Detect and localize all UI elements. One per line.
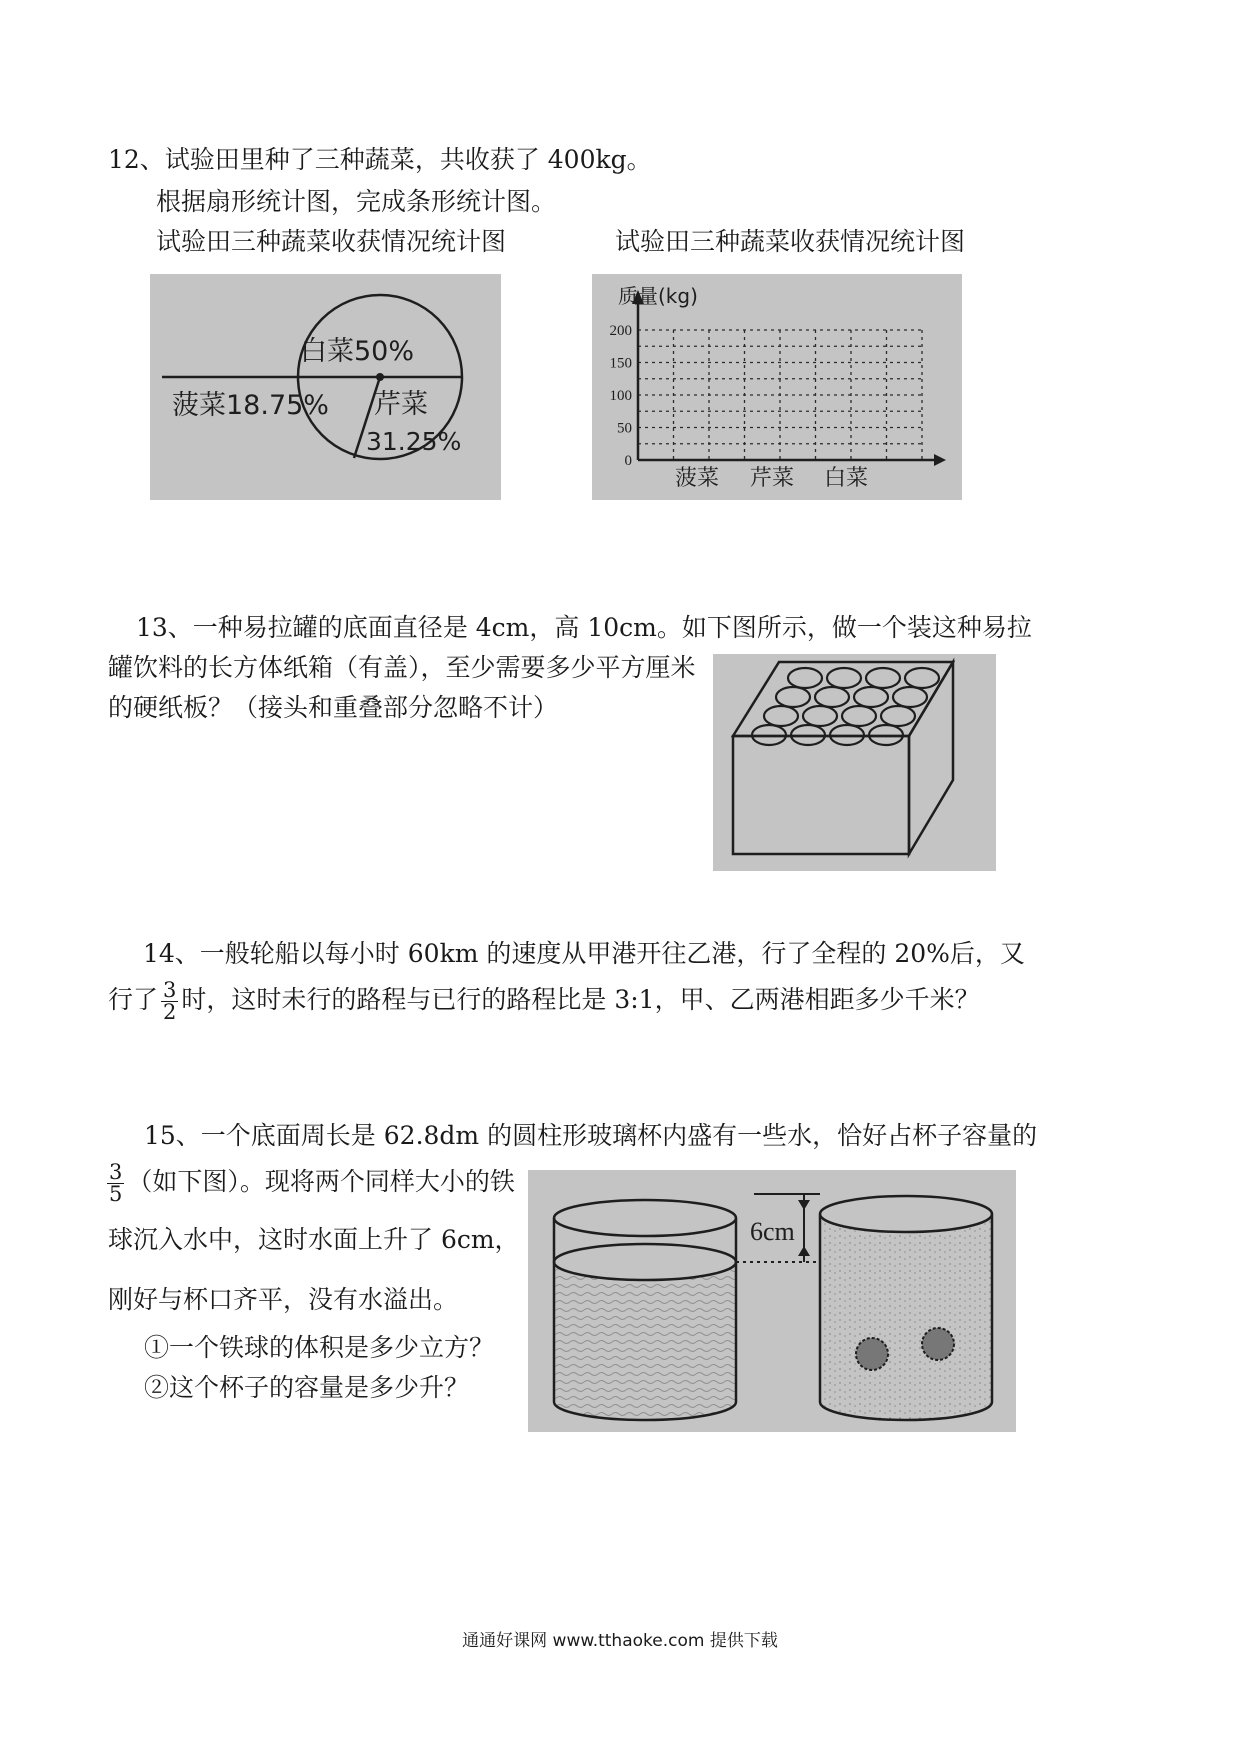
- box-side-face: [909, 662, 953, 854]
- pie-label-baicai: 白菜50%: [300, 336, 415, 367]
- frac-denominator: 2: [163, 1000, 177, 1024]
- bar-chart-figure: [592, 274, 962, 500]
- dimension-arrow-down: [798, 1200, 810, 1210]
- pie-label-bocai: 菠菜18.75%: [172, 390, 329, 421]
- can-top-circle: [881, 706, 915, 726]
- q15-sub1: ①一个铁球的体积是多少立方？: [144, 1333, 495, 1362]
- q15-sub2: ②这个杯子的容量是多少升？: [144, 1373, 470, 1402]
- can-top-circle: [866, 668, 900, 688]
- right-cup-rim: [820, 1196, 992, 1232]
- x-category-label: 芹菜: [749, 466, 795, 491]
- dimension-label: 6cm: [750, 1217, 795, 1246]
- pie-center-dot: [376, 373, 384, 381]
- x-category-label: 白菜: [823, 466, 869, 491]
- dimension-arrow-up: [798, 1246, 810, 1256]
- q15-line1: 15、一个底面周长是 62.8dm 的圆柱形玻璃杯内盛有一些水，恰好占杯子容量的: [144, 1121, 1038, 1150]
- x-category-label: 菠菜: [674, 466, 720, 491]
- fraction-3-2: [161, 980, 178, 1023]
- can-top-circle: [827, 668, 861, 688]
- can-top-circle: [842, 706, 876, 726]
- can-top-circle: [815, 687, 849, 707]
- can-top-circle: [893, 687, 927, 707]
- can-top-circle: [854, 687, 888, 707]
- can-box-figure: [713, 654, 996, 871]
- pie-label-qincai: 芹菜: [374, 389, 428, 420]
- q15-line2: [104, 1162, 515, 1205]
- q14-line2: [108, 980, 980, 1023]
- pie-chart-caption: 试验田三种蔬菜收获情况统计图: [156, 227, 507, 256]
- q12-line1: 12、试验田里种了三种蔬菜，共收获了 400kg。: [108, 145, 652, 174]
- frac-numerator: 3: [109, 1160, 123, 1184]
- cylinder-cups-figure: [528, 1170, 1016, 1432]
- q15-line3: 球沉入水中，这时水面上升了 6cm，: [108, 1225, 520, 1254]
- y-axis-label: 质量(kg): [618, 284, 698, 308]
- frac-numerator: 3: [163, 978, 177, 1002]
- q15-line2-post: （如下图）。现将两个同样大小的铁: [127, 1167, 515, 1196]
- y-tick-label: 200: [609, 323, 632, 339]
- can-top-circle: [788, 668, 822, 688]
- left-cup-water-surface: [554, 1244, 736, 1280]
- q13-line2: 罐饮料的长方体纸箱（有盖），至少需要多少平方厘米: [108, 653, 696, 682]
- q12-line2: 根据扇形统计图，完成条形统计图。: [156, 187, 557, 216]
- frac-denominator: 5: [109, 1182, 123, 1206]
- can-top-circle: [803, 706, 837, 726]
- y-tick-label: 50: [617, 420, 632, 437]
- left-cup-rim: [554, 1200, 736, 1236]
- y-tick-label: 0: [624, 453, 632, 469]
- q13-line1: 13、一种易拉罐的底面直径是 4cm，高 10cm。如下图所示，做一个装这种易拉: [136, 613, 1032, 642]
- left-cup-water: [554, 1262, 736, 1420]
- y-tick-label: 100: [609, 388, 632, 404]
- q13-line3: 的硬纸板？（接头和重叠部分忽略不计）: [108, 693, 559, 722]
- y-tick-label: 150: [609, 355, 632, 372]
- footer: 通通好课网 www.tthaoke.com 提供下载: [462, 1631, 778, 1651]
- pie-label-qincai-pct: 31.25%: [366, 427, 462, 456]
- iron-ball-1: [856, 1338, 888, 1370]
- q14-line1: 14、一般轮船以每小时 60km 的速度从甲港开往乙港，行了全程的 20%后，又: [143, 939, 1025, 968]
- pie-chart-figure: [150, 274, 501, 500]
- bar-chart-grid: [638, 330, 922, 460]
- x-axis-arrow: [934, 454, 946, 466]
- q14-line2-post: 时，这时未行的路程与已行的路程比是 3:1，甲、乙两港相距多少千米？: [181, 985, 980, 1014]
- fraction-3-5: [107, 1162, 124, 1205]
- q15-line4: 刚好与杯口齐平，没有水溢出。: [108, 1285, 459, 1314]
- iron-ball-2: [922, 1328, 954, 1360]
- q14-line2-pre: 行了: [108, 985, 159, 1014]
- right-cup-water: [820, 1214, 992, 1420]
- can-top-circle: [776, 687, 810, 707]
- bar-chart-caption: 试验田三种蔬菜收获情况统计图: [615, 227, 966, 256]
- box-front-face: [733, 736, 909, 854]
- can-top-circle: [905, 668, 939, 688]
- can-top-circle: [764, 706, 798, 726]
